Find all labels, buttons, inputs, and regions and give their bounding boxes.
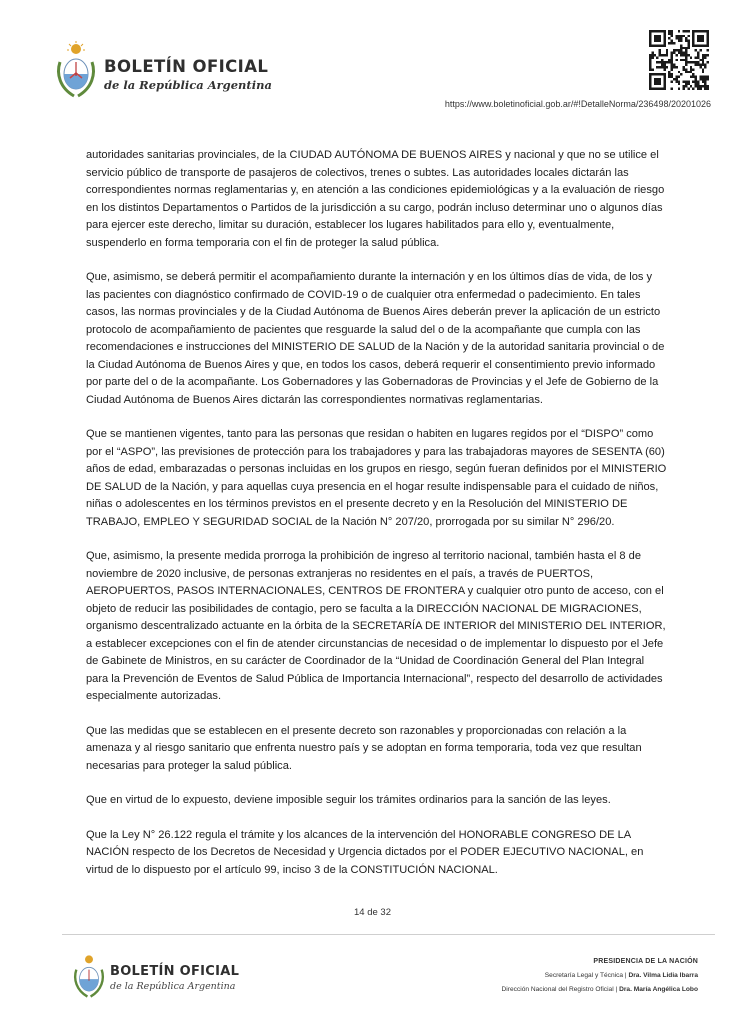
footer-divider	[62, 934, 715, 935]
header-title: BOLETÍN OFICIAL	[104, 57, 269, 76]
header-logo	[52, 40, 272, 100]
footer-credits	[502, 955, 698, 997]
footer-subtitle: de la República Argentina	[110, 981, 236, 992]
footer-credit-line	[502, 983, 698, 997]
footer-logo	[70, 952, 270, 1000]
footer-credit-label: Secretaría Legal y Técnica	[544, 972, 624, 979]
paragraph: Que se mantienen vigentes, tanto para las personas que residan o habiten en lugares regidos por el “DISPO” como por el “ASPO”, las previsiones de protección para los trabajadores y para las trabajadoras mayores de SESENTA (60) años de edad, embarazadas o personas incluidas en los grupos en riesgo, según fueran definidos por el MINISTERIO DE SALUD de la Nación, y para aquellas cuya presencia en el hogar resulte indispensable para el cuidado de niños, niñas o adolescentes en los términos previstos en el presente decreto y en la Resolución del MINISTERIO DE TRABAJO, EMPLEO Y SEGURIDAD SOCIAL de la Nación N° 207/20, prorrogada por su similar N° 296/20.	[86, 428, 667, 528]
footer-credit-name: Dra. María Angélica Lobo	[619, 986, 698, 993]
document-url[interactable]: https://www.boletinoficial.gob.ar/#!DetalleNorma/236498/20201026	[444, 99, 711, 109]
footer-credit-line	[502, 969, 698, 983]
paragraph: autoridades sanitarias provinciales, de la CIUDAD AUTÓNOMA DE BUENOS AIRES y nacional y que no se utilice el servicio público de transporte de pasajeros de colectivos, trenes o subtes. Las autoridades locales dictarán las correspondientes normas reglamentarias y, en atención a las condiciones epidemiológicas y a la evaluación de riesgo en los distintos Departamentos o Partidos de la jurisdicción a su cargo, podrán incluso determinar uno o algunos días para ejercer este derecho, limitar su duración, establecer los lugares habilitados para ello y, eventualmente, suspenderlo en forma temporaria con el fin de proteger la salud pública.	[86, 149, 665, 249]
footer-title: BOLETÍN OFICIAL	[110, 964, 240, 979]
page-number: 14 de 32	[354, 907, 391, 918]
paragraph: Que, asimismo, la presente medida prorroga la prohibición de ingreso al territorio nacional, también hasta el 8 de noviembre de 2020 inclusive, de personas extranjeras no residentes en el país, a través de PUERTOS, AEROPUERTOS, PASOS INTERNACIONALES, CENTROS DE FRONTERA y cualquier otro punto de acceso, con el objeto de reducir las posibilidades de contagio, pero se faculta a la DIRECCIÓN NACIONAL DE MIGRACIONES, organismo descentralizado actuante en la órbita de la SECRETARÍA DE INTERIOR del MINISTERIO DEL INTERIOR, a establecer excepciones con el fin de atender circunstancias de necesidad o de implementar lo dispuesto por el Jefe de Gabinete de Ministros, en su carácter de Coordinador de la “Unidad de Coordinación General del Plan Integral para la Prevención de Eventos de Salud Pública de Importancia Internacional”, respecto del desarrollo de actividades especialmente autorizadas.	[86, 550, 666, 702]
paragraph: Que la Ley N° 26.122 regula el trámite y los alcances de la intervención del HONORABLE CONGRESO DE LA NACIÓN respecto de los Decretos de Necesidad y Urgencia dictados por el PODER EJECUTIVO NACIONAL, en virtud de lo dispuesto por el artículo 99, inciso 3 de la CONSTITUCIÓN NACIONAL.	[86, 828, 644, 876]
paragraph: Que en virtud de lo expuesto, deviene imposible seguir los trámites ordinarios para la sanción de las leyes.	[86, 794, 611, 806]
document-body	[86, 147, 668, 896]
coat-of-arms-icon	[70, 952, 108, 1000]
paragraph: Que las medidas que se establecen en el presente decreto son razonables y proporcionadas con relación a la amenaza y al riesgo sanitario que enfrenta nuestro país y se adoptan en forma temporaria, toda vez que resultan necesarias para proteger la salud pública.	[86, 724, 642, 772]
qr-code	[649, 30, 709, 90]
footer-credit-label: Dirección Nacional del Registro Oficial	[501, 986, 614, 993]
paragraph: Que, asimismo, se deberá permitir el acompañamiento durante la internación y en los últimos días de vida, de los y las pacientes con diagnóstico confirmado de COVID-19 o de cualquier otra enfermedad o padecimiento. En tales casos, las normas provinciales y de la Ciudad Autónoma de Buenos Aires deberán prever la aplicación de un estricto protocolo de acompañamiento de pacientes que resguarde la salud del o de la acompañante que cumpla con las recomendaciones e instrucciones del MINISTERIO DE SALUD de la Nación y de la autoridad sanitaria provincial o de la Ciudad Autónoma de Buenos Aires y que, en todos los casos, deberá requerir el consentimiento previo informado por parte del o de la acompañante. Los Gobernadores y las Gobernadoras de Provincias y el Jefe de Gobierno de la Ciudad Autónoma de Buenos Aires dictarán las correspondientes normativas reglamentarias.	[86, 271, 665, 406]
footer-separator: |	[624, 972, 627, 979]
coat-of-arms-icon	[52, 40, 100, 100]
header-subtitle: de la República Argentina	[104, 78, 272, 92]
footer-credit-name: Dra. Vilma Lidia Ibarra	[628, 972, 698, 979]
footer-separator: |	[615, 986, 618, 993]
footer-presidencia: PRESIDENCIA DE LA NACIÓN	[593, 958, 698, 965]
